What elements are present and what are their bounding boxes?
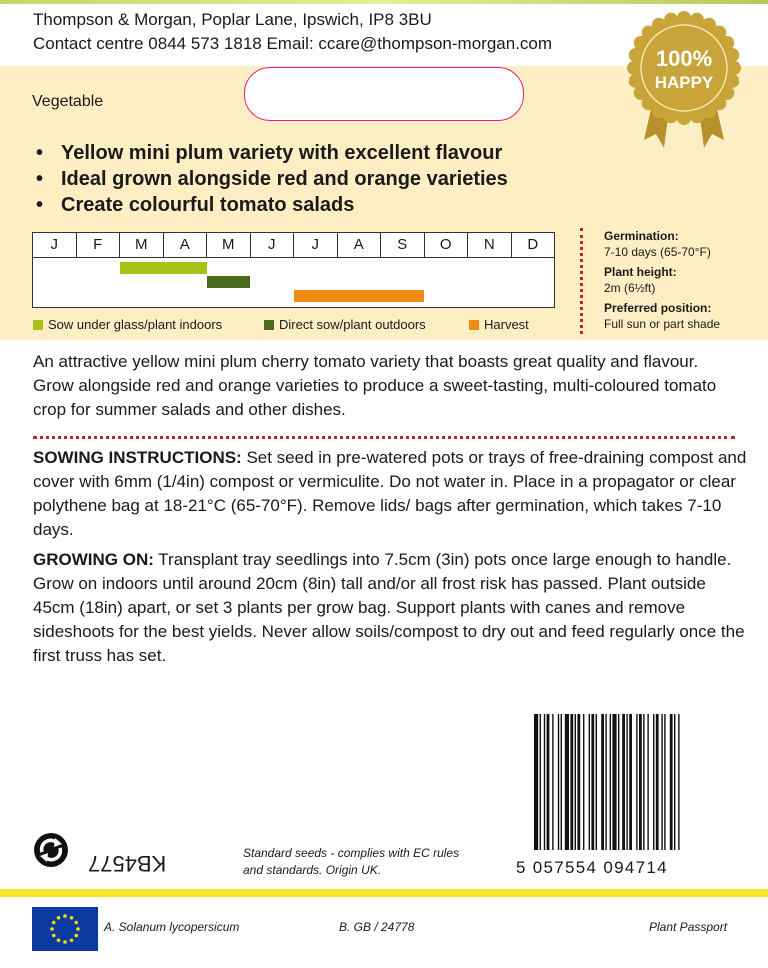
month-cell: M [120,233,164,257]
month-header-row [33,233,554,258]
month-cell: M [207,233,251,257]
barcode-number: 5 057554 094714 [516,858,668,877]
growing-heading: GROWING ON: [33,550,154,569]
legend-swatch [33,320,43,330]
happy-guarantee-badge [626,10,742,150]
month-cell: J [251,233,295,257]
sowing-text: Set seed in pre-watered pots or trays of free-draining compost and cover with 6mm (1/4in) compost or vermiculite. Do not water in. Place in a propagator or clear polythene bag at 18-21°C (65-70°F). Remove lids/ bags after germination, which takes 7-10 days. [33,448,747,539]
legend-swatch [469,320,479,330]
feature-item: • Yellow mini plum variety with excellent flavour [36,140,508,166]
feature-list [36,140,508,218]
feature-item: • Ideal grown alongside red and orange varieties [36,166,508,192]
standard-seeds-note: Standard seeds - complies with EC rules and standards. Origin UK. [243,846,460,877]
position-label: Preferred position: [604,301,712,315]
month-cell: N [468,233,512,257]
calendar-bars [33,258,554,308]
height-label: Plant height: [604,265,677,279]
month-cell: A [164,233,208,257]
month-cell: F [77,233,121,257]
dotted-divider-horizontal [33,436,735,439]
month-cell: O [425,233,469,257]
growing-on-instructions [33,548,748,668]
badge-line1: 100% [655,46,713,71]
germination-value: 7-10 days (65-70°F) [604,245,711,259]
dotted-divider-vertical [580,228,583,334]
month-cell: A [338,233,382,257]
growing-info [604,224,720,332]
month-cell: J [294,233,338,257]
position-value: Full sun or part shade [604,317,721,331]
eu-flag-icon [32,907,98,951]
legend-label: Sow under glass/plant indoors [48,317,223,332]
germination-label: Germination: [604,229,679,243]
feature-item: • Create colourful tomato salads [36,192,508,218]
legend-swatch [264,320,274,330]
top-color-strip [0,0,768,4]
calendar-bar [207,276,250,288]
calendar-bar [294,290,424,302]
footer-divider [0,889,768,897]
variety-name-box [244,67,524,121]
legend-sow-outdoors [264,317,426,332]
contact-details: Contact centre 0844 573 1818 Email: ccare@thompson-morgan.com [33,34,553,53]
legend-sow-indoors [33,317,222,332]
legend-harvest [469,317,529,332]
registration-number: B. GB / 24778 [339,920,415,934]
product-code: KB4577 [88,851,167,876]
sowing-heading: SOWING INSTRUCTIONS: [33,448,242,467]
category-label: Vegetable [32,93,104,110]
badge-line2: HAPPY [654,73,714,92]
species-name: A. Solanum lycopersicum [104,920,240,934]
month-cell: J [33,233,77,257]
growing-text: Transplant tray seedlings into 7.5cm (3in) pots once large enough to handle. Grow on indoors until around 20cm (8in) tall and/or all frost risk has passed. Plant outside 45cm (18in) apart, or set 3 plants per grow bag. Support plants with canes and remove sideshoots for the best yields. Never allow soils/compost to dry out and feed regularly once the first truss has set. [33,550,745,665]
month-cell: S [381,233,425,257]
month-cell: D [527,236,539,253]
legend-label: Direct sow/plant outdoors [279,317,426,332]
barcode [532,714,720,854]
sowing-instructions [33,446,748,542]
sowing-calendar [32,232,555,308]
legend-label: Harvest [484,317,529,332]
recycle-icon [33,832,69,868]
calendar-bar [120,262,207,274]
plant-passport-label: Plant Passport [649,920,728,934]
company-address: Thompson & Morgan, Poplar Lane, Ipswich, IP8 3BU [33,10,432,29]
height-value: 2m (6½ft) [604,281,656,295]
variety-description: An attractive yellow mini plum cherry tomato variety that boasts great quality and flavour. Grow alongside red and orange varieties to produce a sweet-tasting, multi-coloured tomato crop for summer salads and other dishes. [33,352,717,419]
